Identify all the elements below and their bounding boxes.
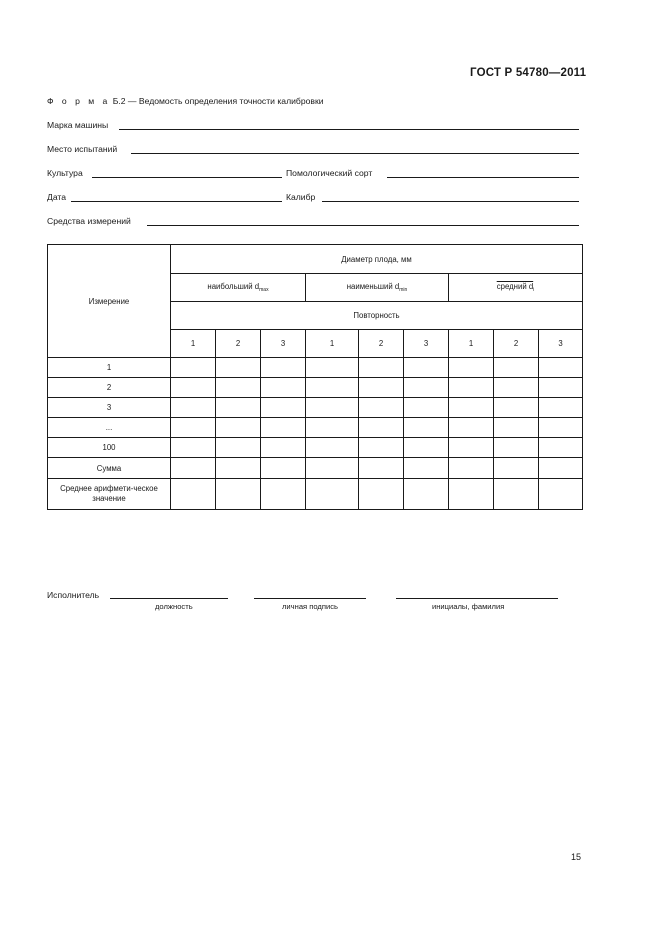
data-cell[interactable] [216,378,261,398]
row-label: 100 [48,438,171,458]
data-cell[interactable] [404,458,449,479]
data-cell[interactable] [261,358,306,378]
table-row [48,458,583,479]
table-row [48,418,583,438]
field-culture-label: Культура [47,168,83,178]
position-caption: должность [155,602,193,611]
repeat-number: 3 [539,330,583,358]
data-cell[interactable] [449,398,494,418]
diameter-header: Диаметр плода, мм [171,245,583,274]
min-sub: min [399,287,408,293]
data-cell[interactable] [359,438,404,458]
field-machine-line[interactable] [119,129,579,130]
min-label: наименьший d [346,282,400,291]
data-cell[interactable] [216,358,261,378]
data-cell[interactable] [359,479,404,510]
data-cell[interactable] [261,438,306,458]
data-cell[interactable] [359,418,404,438]
data-cell[interactable] [539,418,583,438]
field-caliber-label: Калибр [286,192,316,202]
field-place-label: Место испытаний [47,144,118,154]
data-cell[interactable] [171,398,216,418]
repeat-number: 3 [261,330,306,358]
data-cell[interactable] [306,479,359,510]
data-cell[interactable] [494,458,539,479]
data-cell[interactable] [359,458,404,479]
field-instruments-line[interactable] [147,225,579,226]
data-cell[interactable] [171,458,216,479]
field-date-label: Дата [47,192,67,202]
data-cell[interactable] [171,378,216,398]
data-cell[interactable] [449,378,494,398]
data-cell[interactable] [261,458,306,479]
data-cell[interactable] [449,458,494,479]
field-date-line[interactable] [71,201,282,202]
min-header [306,274,449,302]
data-cell[interactable] [171,418,216,438]
field-pomology-line[interactable] [387,177,579,178]
max-label: наибольший d [207,282,260,291]
data-cell[interactable] [539,458,583,479]
data-cell[interactable] [306,358,359,378]
row-label: 1 [48,358,171,378]
avg-sub: i [533,287,535,293]
data-cell[interactable] [539,358,583,378]
data-cell[interactable] [494,358,539,378]
max-header [171,274,306,302]
field-culture-line[interactable] [92,177,282,178]
form-title-prefix: Ф о р м а [47,96,111,106]
data-cell[interactable] [216,458,261,479]
data-cell[interactable] [404,358,449,378]
table-row [48,378,583,398]
field-pomology-label: Помологический сорт [286,168,373,178]
data-cell[interactable] [494,479,539,510]
data-cell[interactable] [494,398,539,418]
data-cell[interactable] [306,398,359,418]
data-cell[interactable] [449,479,494,510]
data-cell[interactable] [359,358,404,378]
data-cell[interactable] [261,398,306,418]
data-cell[interactable] [404,418,449,438]
data-cell[interactable] [404,378,449,398]
page-number: 15 [571,852,582,862]
field-instruments-label: Средства измерений [47,216,131,226]
data-cell[interactable] [261,378,306,398]
data-cell[interactable] [359,378,404,398]
data-cell[interactable] [306,378,359,398]
executor-label: Исполнитель [47,590,100,600]
row-label: 3 [48,398,171,418]
repeat-number: 3 [404,330,449,358]
repeat-number: 2 [494,330,539,358]
data-cell[interactable] [494,378,539,398]
table-row [48,479,583,510]
max-sub: max [259,287,269,293]
data-cell[interactable] [171,438,216,458]
data-cell[interactable] [539,438,583,458]
repeat-number: 1 [449,330,494,358]
form-title [47,96,324,106]
data-cell[interactable] [216,479,261,510]
data-cell[interactable] [494,438,539,458]
data-cell[interactable] [404,438,449,458]
data-cell[interactable] [306,458,359,479]
data-cell[interactable] [359,398,404,418]
calibration-table [47,244,583,510]
data-cell[interactable] [261,418,306,438]
data-cell[interactable] [171,479,216,510]
data-cell[interactable] [216,398,261,418]
repeat-number: 2 [359,330,404,358]
row-label [48,479,171,510]
measurement-header: Измерение [48,245,171,358]
table-row [48,438,583,458]
data-cell[interactable] [494,418,539,438]
data-cell[interactable] [404,398,449,418]
data-cell[interactable] [404,479,449,510]
data-cell[interactable] [171,358,216,378]
repeat-header: Повторность [171,302,583,330]
data-cell[interactable] [449,418,494,438]
data-cell[interactable] [261,479,306,510]
table-row [48,398,583,418]
standard-number: ГОСТ Р 54780—2011 [470,67,587,79]
data-cell[interactable] [539,398,583,418]
data-cell[interactable] [306,418,359,438]
data-cell[interactable] [216,438,261,458]
signature-line[interactable] [254,598,366,599]
row-label-text: Среднее арифмети-ческое значение [60,484,158,503]
repeat-number: 1 [306,330,359,358]
data-cell[interactable] [449,358,494,378]
avg-header [449,274,583,302]
initials-line[interactable] [396,598,558,599]
data-cell[interactable] [216,418,261,438]
row-label: ... [48,418,171,438]
form-title-text: Б.2 — Ведомость определения точности калибровки [112,96,324,106]
field-machine-label: Марка машины [47,120,109,130]
data-cell[interactable] [539,378,583,398]
data-cell[interactable] [539,479,583,510]
avg-label: средний d [496,282,534,291]
signature-caption: личная подпись [282,602,338,611]
data-cell[interactable] [306,438,359,458]
table-row [48,358,583,378]
data-cell[interactable] [449,438,494,458]
position-line[interactable] [110,598,228,599]
row-label: 2 [48,378,171,398]
repeat-number: 1 [171,330,216,358]
row-label: Сумма [48,458,171,479]
initials-caption: инициалы, фамилия [432,602,505,611]
repeat-number: 2 [216,330,261,358]
field-caliber-line[interactable] [322,201,579,202]
field-place-line[interactable] [131,153,579,154]
